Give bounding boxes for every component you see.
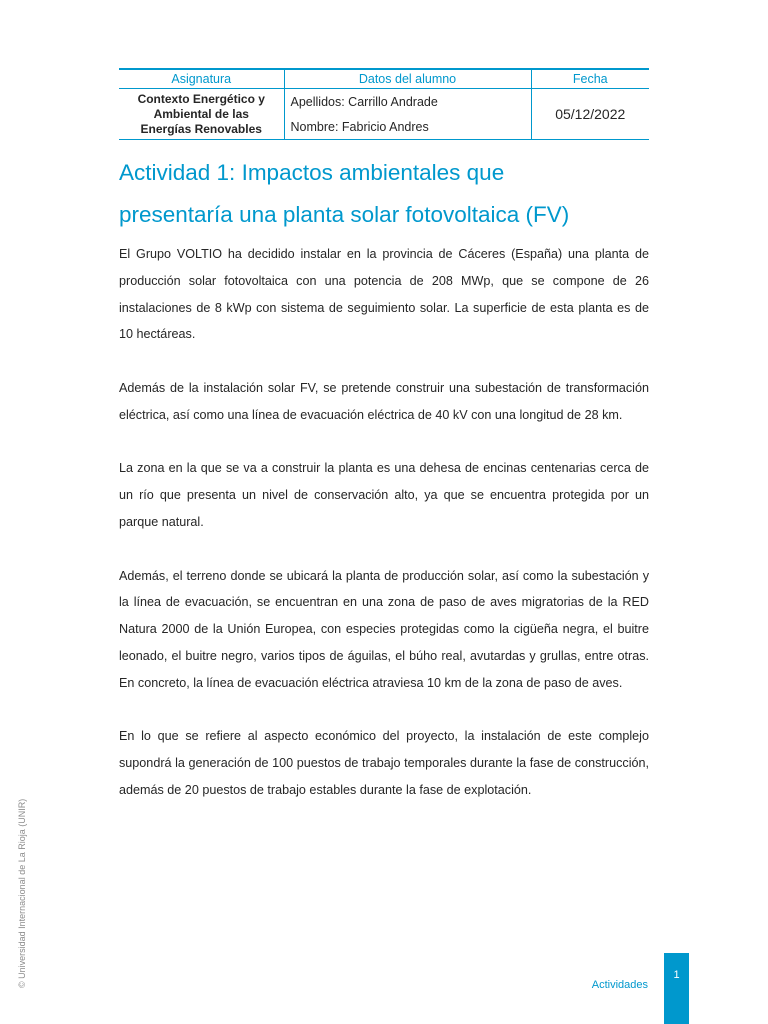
activity-title: [119, 152, 659, 236]
subject-line: Energías Renovables: [140, 121, 262, 136]
document-body: [119, 241, 649, 831]
paragraph: Además, el terreno donde se ubicará la planta de producción solar, así como la subestación y la línea de evacuación, se encuentran en una zona de paso de aves migratorias de la RED Natura 2000 de la Unión Europea, con especies protegidas como la cigüeña negra, el buitre leonado, el buitre negro, varios tipos de águilas, el búho real, avutardas y grullas, entre otras. En concreto, la línea de evacuación eléctrica atraviesa 10 km de la zona de paso de aves.: [119, 568, 649, 690]
column-header-student: Datos del alumno: [284, 69, 531, 89]
paragraph: La zona en la que se va a construir la planta es una dehesa de encinas centenarias cerca de un río que presenta un nivel de conservación alto, ya que se encuentra protegida por un parque natural.: [119, 461, 649, 529]
copyright-note: © Universidad Internacional de La Rioja (UNIR): [17, 798, 27, 988]
paragraph: Además de la instalación solar FV, se pretende construir una subestación de transformación eléctrica, así como una línea de evacuación eléctrica de 40 kV con una longitud de 28 km.: [119, 380, 649, 422]
footer-label: Actividades: [591, 979, 648, 991]
subject-cell: [119, 89, 284, 140]
column-header-subject: Asignatura: [119, 69, 284, 89]
paragraph: El Grupo VOLTIO ha decidido instalar en la provincia de Cáceres (España) una planta de producción solar fotovoltaica con una potencia de 208 MWp, que se compone de 26 instalaciones de 8 kWp con sistema de seguimiento solar. La superficie de esta planta es de 10 hectáreas.: [119, 247, 649, 342]
name-cell: Nombre: Fabricio Andres: [284, 114, 531, 140]
subject-line: Contexto Energético y: [137, 91, 265, 106]
column-header-date: Fecha: [531, 69, 649, 89]
title-line: Actividad 1: Impactos ambientales que: [119, 160, 505, 185]
header-table: [119, 68, 649, 140]
page-number: 1: [673, 969, 680, 981]
surname-cell: Apellidos: Carrillo Andrade: [284, 89, 531, 115]
paragraph: En lo que se refiere al aspecto económico del proyecto, la instalación de este complejo supondrá la generación de 100 puestos de trabajo temporales durante la fase de construcción, además de 20 puestos de trabajo estables durante la fase de explotación.: [119, 729, 649, 797]
subject-line: Ambiental de las: [153, 106, 249, 121]
date-cell: 05/12/2022: [531, 89, 649, 140]
page-number-tab: [664, 953, 689, 1024]
title-line: presentaría una planta solar fotovoltaica (FV): [119, 202, 570, 227]
